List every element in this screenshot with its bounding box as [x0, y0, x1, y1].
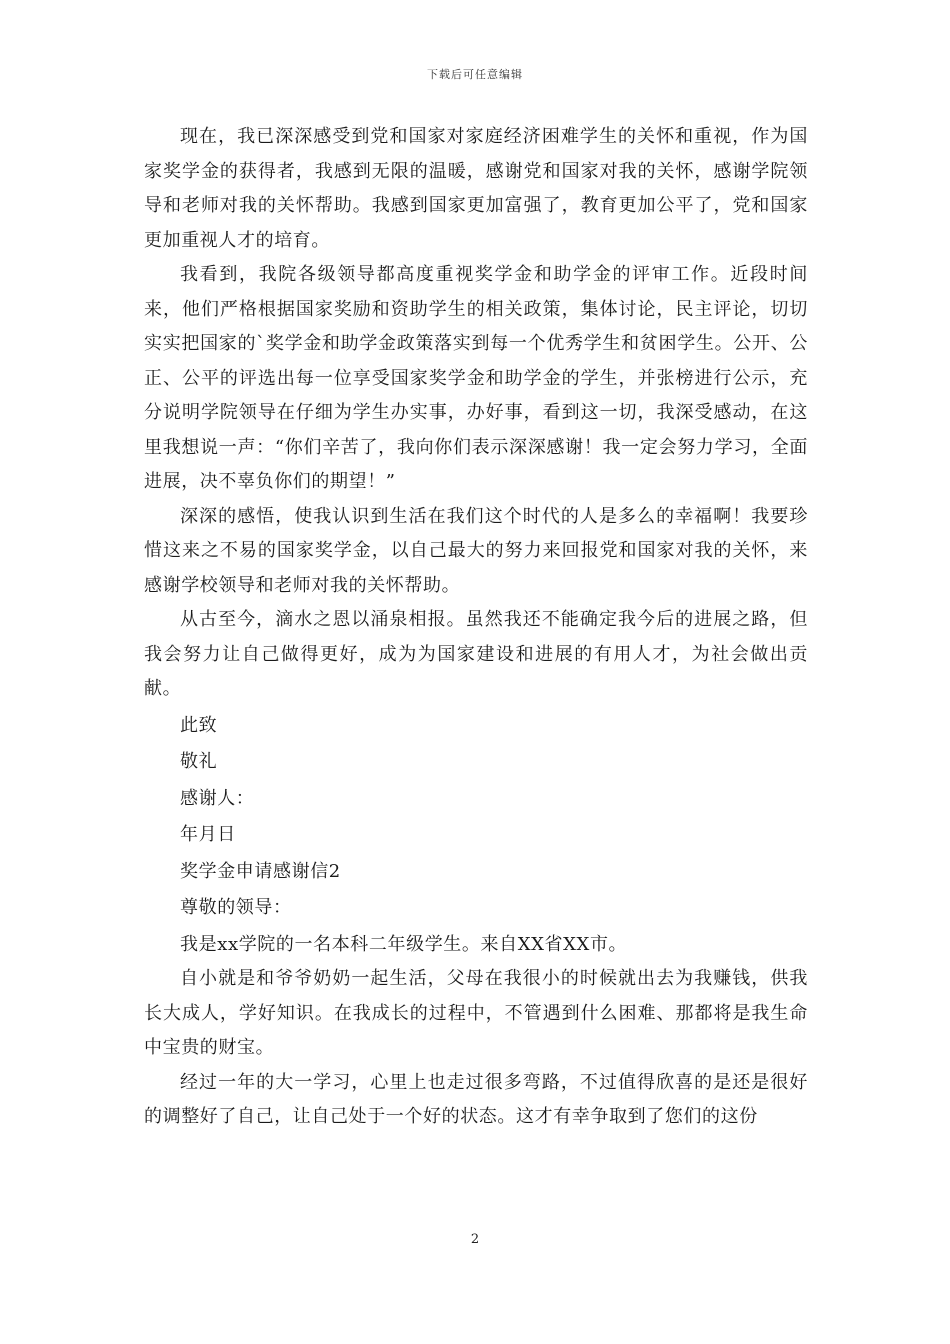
salutation-respect: 敬礼 — [180, 751, 218, 772]
page-number: 2 — [470, 1232, 480, 1247]
letter-title: 奖学金申请感谢信2 — [180, 860, 341, 882]
greeting: 尊敬的领导： — [180, 897, 292, 918]
paragraph: 我看到，我院各级领导都高度重视奖学金和助学金的评审工作。近段时间来，他们严格根据国家奖励和资助学生的相关政策，集体讨论，民主评论，切切实实把国家的`奖学金和助学金政策落实到每一个优秀学生和贫困学生。公开、公正、公平的评选出每一位享受国家奖学金和助学金的学生，并张榜进行公示，充分说明学院领导在仔细为学生办实事，办好事，看到这一切，我深受感动，在这里我想说一声：“你们辛苦了，我向你们表示深深感谢！我一定会努力学习，全面进展，决不辜负你们的期望！” — [144, 264, 808, 492]
salutation-closing: 此致 — [180, 714, 218, 736]
page-header: 下载后可任意编辑 — [427, 68, 523, 81]
signature-label: 感谢人： — [180, 787, 255, 809]
paragraph: 深深的感悟，使我认识到生活在我们这个时代的人是多么的幸福啊！我要珍惜这来之不易的国家奖学金，以自己最大的努力来回报党和国家对我的关怀，来感谢学校领导和老师对我的关怀帮助。 — [144, 505, 808, 596]
paragraph: 经过一年的大一学习，心里上也走过很多弯路，不过值得欣喜的是还是很好的调整好了自己，让自己处于一个好的状态。这才有幸争取到了您们的这份 — [144, 1071, 808, 1127]
paragraph: 我是xx学院的一名本科二年级学生。来自XX省XX市。 — [180, 933, 628, 955]
document-body — [144, 120, 808, 1135]
date-label: 年月日 — [180, 824, 236, 845]
paragraph: 现在，我已深深感受到党和国家对家庭经济困难学生的关怀和重视，作为国家奖学金的获得者，我感到无限的温暖，感谢党和国家对我的关怀，感谢学院领导和老师对我的关怀帮助。我感到国家更加富强了，教育更加公平了，党和国家更加重视人才的培育。 — [144, 126, 808, 251]
paragraph: 从古至今，滴水之恩以涌泉相报。虽然我还不能确定我今后的进展之路，但我会努力让自己做得更好，成为为国家建设和进展的有用人才，为社会做出贡献。 — [144, 609, 808, 699]
paragraph: 自小就是和爷爷奶奶一起生活，父母在我很小的时候就出去为我赚钱，供我长大成人，学好知识。在我成长的过程中，不管遇到什么困难、那都将是我生命中宝贵的财宝。 — [144, 968, 808, 1058]
